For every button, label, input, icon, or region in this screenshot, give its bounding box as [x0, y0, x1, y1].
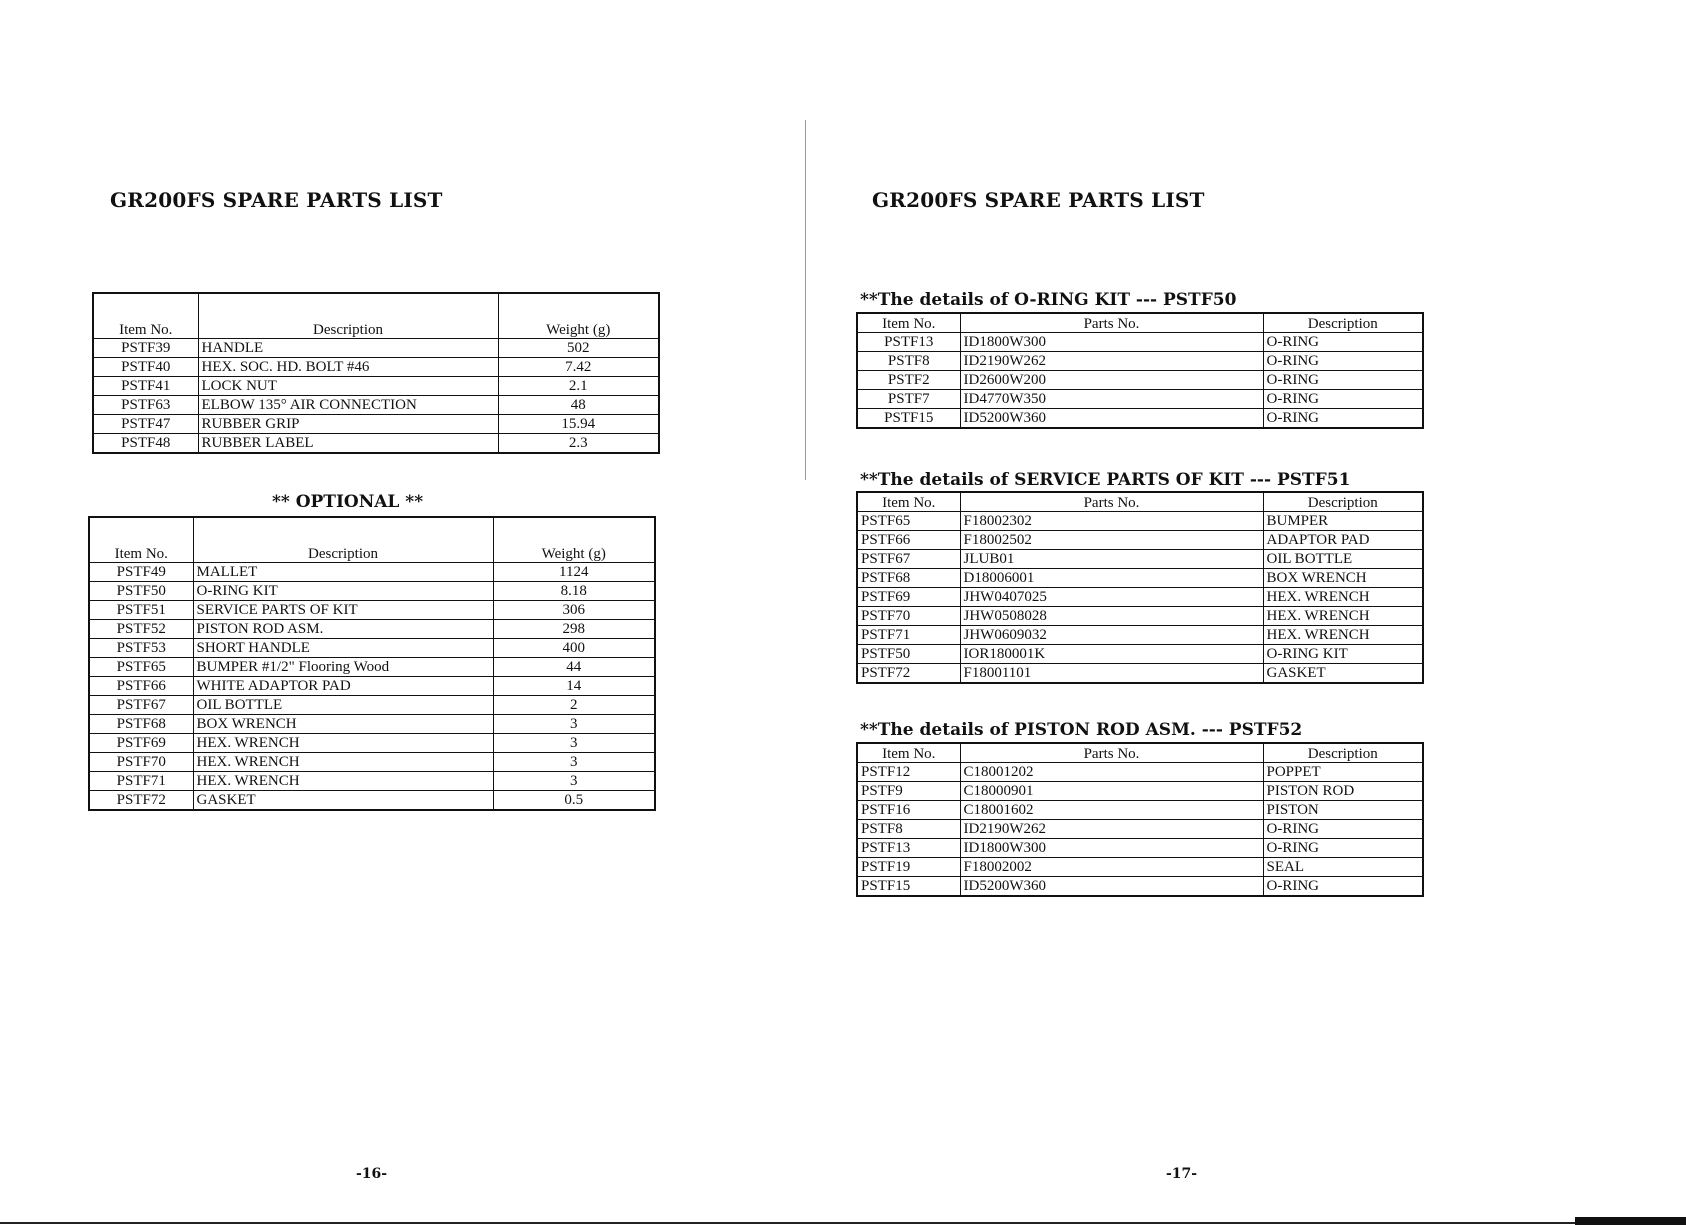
table-cell: HEX. WRENCH	[193, 753, 493, 772]
table-cell: PSTF67	[857, 550, 960, 569]
table-cell: 14	[493, 677, 655, 696]
table-row	[93, 377, 659, 396]
table-cell: HEX. WRENCH	[193, 734, 493, 753]
service-kit-table	[856, 491, 1424, 684]
table-cell: PSTF8	[857, 352, 960, 371]
table-cell: 2	[493, 696, 655, 715]
table-cell: PSTF16	[857, 801, 960, 820]
table-cell: HEX. WRENCH	[193, 772, 493, 791]
table-cell: PISTON ROD ASM.	[193, 620, 493, 639]
table-cell: PSTF47	[93, 415, 198, 434]
optional-parts-table	[88, 516, 656, 811]
table-row	[857, 371, 1423, 390]
table-cell: C18001602	[960, 801, 1263, 820]
table-cell: PSTF49	[89, 563, 193, 582]
right-page-number: -17-	[1166, 1166, 1198, 1182]
table-cell: F18002302	[960, 512, 1263, 531]
table-cell: PSTF71	[89, 772, 193, 791]
table-cell: 3	[493, 772, 655, 791]
table-cell: 3	[493, 715, 655, 734]
table-cell: JHW0407025	[960, 588, 1263, 607]
column-header: Item No.	[857, 313, 960, 333]
table-cell: POPPET	[1263, 763, 1423, 782]
table-cell: PSTF12	[857, 763, 960, 782]
table-cell: PSTF72	[89, 791, 193, 811]
table-cell: PSTF40	[93, 358, 198, 377]
table-cell: BOX WRENCH	[193, 715, 493, 734]
table-cell: OIL BOTTLE	[1263, 550, 1423, 569]
table-cell: HEX. WRENCH	[1263, 607, 1423, 626]
optional-title: ** OPTIONAL **	[272, 492, 424, 512]
table-cell: D18006001	[960, 569, 1263, 588]
table-cell: OIL BOTTLE	[193, 696, 493, 715]
oring-kit-title: **The details of O-RING KIT --- PSTF50	[860, 290, 1237, 310]
table-row	[857, 763, 1423, 782]
table-row	[857, 839, 1423, 858]
column-header: Item No.	[857, 743, 960, 763]
table-cell: SHORT HANDLE	[193, 639, 493, 658]
table-cell: PSTF41	[93, 377, 198, 396]
table-cell: 7.42	[498, 358, 659, 377]
table-cell: O-RING	[1263, 839, 1423, 858]
table-row	[857, 409, 1423, 429]
table-cell: HANDLE	[198, 339, 498, 358]
table-cell: ID4770W350	[960, 390, 1263, 409]
table-cell: GASKET	[193, 791, 493, 811]
table-cell: PSTF53	[89, 639, 193, 658]
table-cell: PSTF13	[857, 839, 960, 858]
table-cell: PSTF51	[89, 601, 193, 620]
oring-kit-table	[856, 312, 1424, 429]
table-cell: ELBOW 135° AIR CONNECTION	[198, 396, 498, 415]
table-cell: SERVICE PARTS OF KIT	[193, 601, 493, 620]
table-cell: PSTF72	[857, 664, 960, 684]
table-row	[857, 858, 1423, 877]
table-row	[89, 715, 655, 734]
table-cell: O-RING	[1263, 409, 1423, 429]
table-cell: F18002002	[960, 858, 1263, 877]
table-cell: PSTF48	[93, 434, 198, 454]
table-cell: 400	[493, 639, 655, 658]
table-cell: O-RING	[1263, 877, 1423, 897]
column-header: Parts No.	[960, 743, 1263, 763]
page-divider	[805, 120, 806, 480]
table-cell: PSTF71	[857, 626, 960, 645]
table-row	[93, 415, 659, 434]
table-cell: ID1800W300	[960, 333, 1263, 352]
table-cell: RUBBER LABEL	[198, 434, 498, 454]
table-cell: O-RING	[1263, 333, 1423, 352]
table-row	[857, 352, 1423, 371]
table-cell: 306	[493, 601, 655, 620]
table-cell: GASKET	[1263, 664, 1423, 684]
table-row	[89, 734, 655, 753]
table-cell: PSTF68	[89, 715, 193, 734]
table-row	[89, 696, 655, 715]
table-cell: 48	[498, 396, 659, 415]
column-header: Description	[198, 293, 498, 339]
table-row	[93, 358, 659, 377]
table-row	[857, 607, 1423, 626]
table-cell: ID1800W300	[960, 839, 1263, 858]
bottom-edge-bar	[1575, 1217, 1686, 1225]
table-row	[93, 434, 659, 454]
table-cell: ID2600W200	[960, 371, 1263, 390]
table-cell: PSTF66	[89, 677, 193, 696]
table-cell: O-RING KIT	[193, 582, 493, 601]
table-row	[93, 339, 659, 358]
table-row	[93, 396, 659, 415]
table-cell: RUBBER GRIP	[198, 415, 498, 434]
table-cell: JLUB01	[960, 550, 1263, 569]
column-header: Description	[1263, 313, 1423, 333]
table-cell: JHW0609032	[960, 626, 1263, 645]
table-cell: LOCK NUT	[198, 377, 498, 396]
table-row	[857, 801, 1423, 820]
table-cell: ID2190W262	[960, 352, 1263, 371]
table-cell: PSTF15	[857, 877, 960, 897]
table-row	[89, 658, 655, 677]
table-cell: JHW0508028	[960, 607, 1263, 626]
column-header: Parts No.	[960, 492, 1263, 512]
table-row	[89, 601, 655, 620]
table-cell: O-RING	[1263, 352, 1423, 371]
table-cell: PSTF65	[857, 512, 960, 531]
table-row	[857, 531, 1423, 550]
table-cell: BOX WRENCH	[1263, 569, 1423, 588]
table-cell: BUMPER #1/2" Flooring Wood	[193, 658, 493, 677]
column-header: Description	[1263, 743, 1423, 763]
table-cell: 502	[498, 339, 659, 358]
column-header: Item No.	[89, 517, 193, 563]
table-cell: HEX. WRENCH	[1263, 588, 1423, 607]
table-row	[857, 588, 1423, 607]
table-cell: ADAPTOR PAD	[1263, 531, 1423, 550]
piston-rod-title: **The details of PISTON ROD ASM. --- PSTF52	[860, 720, 1303, 740]
column-header: Item No.	[857, 492, 960, 512]
table-cell: ID5200W360	[960, 409, 1263, 429]
table-cell: F18002502	[960, 531, 1263, 550]
table-row	[89, 620, 655, 639]
table-cell: O-RING	[1263, 820, 1423, 839]
table-row	[857, 664, 1423, 684]
table-cell: SEAL	[1263, 858, 1423, 877]
table-cell: PSTF50	[89, 582, 193, 601]
table-cell: 1124	[493, 563, 655, 582]
table-cell: MALLET	[193, 563, 493, 582]
table-cell: PISTON	[1263, 801, 1423, 820]
table-cell: C18001202	[960, 763, 1263, 782]
column-header: Description	[193, 517, 493, 563]
table-row	[89, 791, 655, 811]
table-cell: 3	[493, 734, 655, 753]
table-row	[857, 820, 1423, 839]
table-cell: 2.3	[498, 434, 659, 454]
table-cell: O-RING KIT	[1263, 645, 1423, 664]
table-row	[89, 639, 655, 658]
table-cell: ID5200W360	[960, 877, 1263, 897]
table-cell: PSTF69	[857, 588, 960, 607]
table-cell: ID2190W262	[960, 820, 1263, 839]
table-cell: 15.94	[498, 415, 659, 434]
table-row	[857, 550, 1423, 569]
right-page-title: GR200FS SPARE PARTS LIST	[872, 188, 1205, 212]
table-row	[89, 772, 655, 791]
table-cell: PSTF13	[857, 333, 960, 352]
table-cell: PSTF68	[857, 569, 960, 588]
table-row	[857, 626, 1423, 645]
table-cell: 44	[493, 658, 655, 677]
table-cell: PSTF2	[857, 371, 960, 390]
table-cell: HEX. SOC. HD. BOLT #46	[198, 358, 498, 377]
main-parts-table	[92, 292, 660, 454]
table-cell: F18001101	[960, 664, 1263, 684]
table-cell: O-RING	[1263, 390, 1423, 409]
table-row	[857, 877, 1423, 897]
table-cell: PSTF7	[857, 390, 960, 409]
table-row	[89, 677, 655, 696]
table-row	[89, 753, 655, 772]
table-cell: PSTF50	[857, 645, 960, 664]
table-cell: C18000901	[960, 782, 1263, 801]
piston-rod-table	[856, 742, 1424, 897]
table-cell: 298	[493, 620, 655, 639]
table-cell: PSTF69	[89, 734, 193, 753]
table-cell: 0.5	[493, 791, 655, 811]
table-row	[857, 390, 1423, 409]
table-cell: PSTF70	[857, 607, 960, 626]
table-cell: 8.18	[493, 582, 655, 601]
table-cell: BUMPER	[1263, 512, 1423, 531]
bottom-edge-rule	[0, 1222, 1686, 1224]
table-cell: 2.1	[498, 377, 659, 396]
table-cell: O-RING	[1263, 371, 1423, 390]
left-page-number: -16-	[356, 1166, 388, 1182]
column-header: Weight (g)	[493, 517, 655, 563]
table-row	[857, 333, 1423, 352]
table-cell: PSTF66	[857, 531, 960, 550]
table-cell: PSTF9	[857, 782, 960, 801]
table-cell: PSTF19	[857, 858, 960, 877]
table-cell: IOR180001K	[960, 645, 1263, 664]
table-cell: PSTF63	[93, 396, 198, 415]
column-header: Parts No.	[960, 313, 1263, 333]
table-cell: PSTF39	[93, 339, 198, 358]
table-row	[89, 563, 655, 582]
table-cell: HEX. WRENCH	[1263, 626, 1423, 645]
table-cell: WHITE ADAPTOR PAD	[193, 677, 493, 696]
column-header: Weight (g)	[498, 293, 659, 339]
table-cell: PISTON ROD	[1263, 782, 1423, 801]
table-cell: PSTF70	[89, 753, 193, 772]
table-row	[857, 569, 1423, 588]
table-cell: PSTF15	[857, 409, 960, 429]
table-row	[89, 582, 655, 601]
column-header: Item No.	[93, 293, 198, 339]
table-row	[857, 512, 1423, 531]
service-kit-title: **The details of SERVICE PARTS OF KIT --- PSTF51	[860, 470, 1351, 490]
table-cell: PSTF8	[857, 820, 960, 839]
table-row	[857, 782, 1423, 801]
table-row	[857, 645, 1423, 664]
table-cell: 3	[493, 753, 655, 772]
left-page-title: GR200FS SPARE PARTS LIST	[110, 188, 443, 212]
table-cell: PSTF52	[89, 620, 193, 639]
table-cell: PSTF65	[89, 658, 193, 677]
column-header: Description	[1263, 492, 1423, 512]
table-cell: PSTF67	[89, 696, 193, 715]
